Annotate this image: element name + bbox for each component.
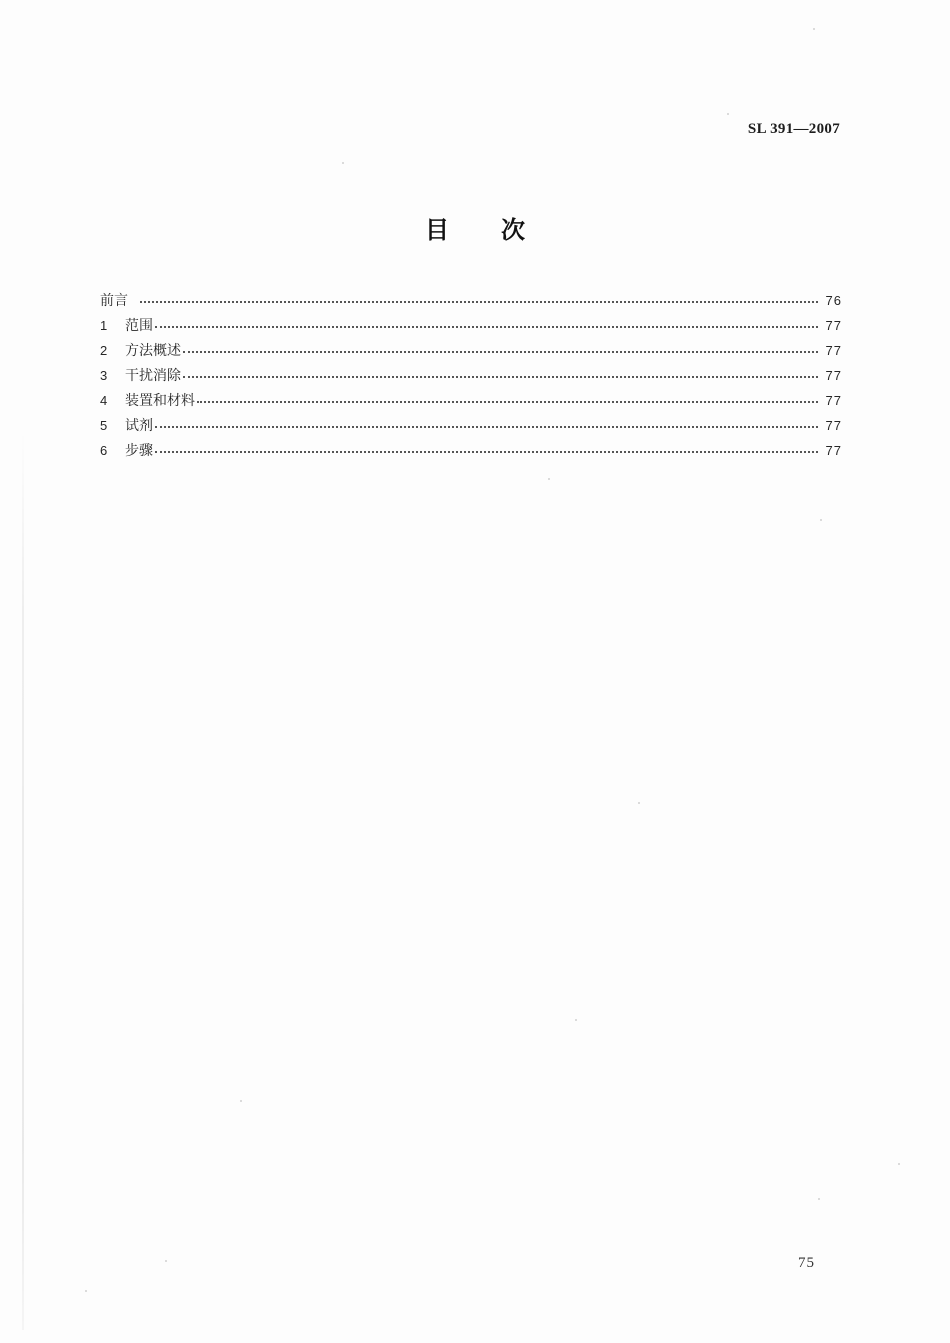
toc-entry-page: 77 [825,318,842,333]
dot-leader [155,325,818,328]
scan-speck [548,478,550,480]
toc-entry-number: 1 [100,318,108,333]
dot-leader [197,400,818,403]
toc-entry-reagents[interactable] [100,415,842,440]
toc-entry-text: 步骤 [125,443,153,459]
toc-entry-page: 77 [825,368,842,383]
toc-entry-page: 77 [825,393,842,408]
dot-leader [140,300,818,303]
scan-speck [727,113,729,115]
dot-leader [183,375,818,378]
toc-entry-method-summary[interactable] [100,340,842,365]
toc-entry-apparatus-materials[interactable] [100,390,842,415]
dot-leader [155,425,818,428]
toc-entry-text: 试剂 [125,418,153,434]
toc-entry-number: 6 [100,443,108,458]
toc-entry-text: 干扰消除 [125,368,181,384]
scan-edge-shadow [22,430,24,1330]
toc-entry-number: 4 [100,393,108,408]
scan-speck [818,1198,820,1200]
dot-leader [155,450,818,453]
scan-speck [240,1100,242,1102]
toc-title-char: 目 [425,216,449,244]
toc-entry-text: 前言 [100,293,128,309]
toc-entry-interference-removal[interactable] [100,365,842,390]
scan-speck [898,1163,900,1165]
toc-entry-text: 装置和材料 [125,393,195,409]
toc-entry-number: 3 [100,368,108,383]
toc-entry-text: 方法概述 [125,343,181,359]
scan-speck [342,162,344,164]
toc-entry-number: 5 [100,418,108,433]
toc-entry-page: 77 [825,343,842,358]
scan-speck [575,1019,577,1021]
scan-speck [820,519,822,521]
toc-entry-page: 76 [825,293,842,308]
toc-entry-preface[interactable] [100,290,842,315]
scan-speck [85,1290,87,1292]
page-number: 75 [798,1255,815,1271]
toc-list [100,290,842,465]
scan-speck [165,1260,167,1262]
toc-entry-scope[interactable] [100,315,842,340]
standard-code: SL 391—2007 [747,121,840,137]
toc-entry-procedure[interactable] [100,440,842,465]
dot-leader [183,350,818,353]
toc-entry-number: 2 [100,343,108,358]
toc-title [0,210,950,245]
toc-entry-text: 范围 [125,318,153,334]
toc-entry-page: 77 [825,418,842,433]
toc-title-char: 次 [501,216,525,244]
toc-entry-page: 77 [825,443,842,458]
scan-speck [813,28,815,30]
scan-speck [638,802,640,804]
